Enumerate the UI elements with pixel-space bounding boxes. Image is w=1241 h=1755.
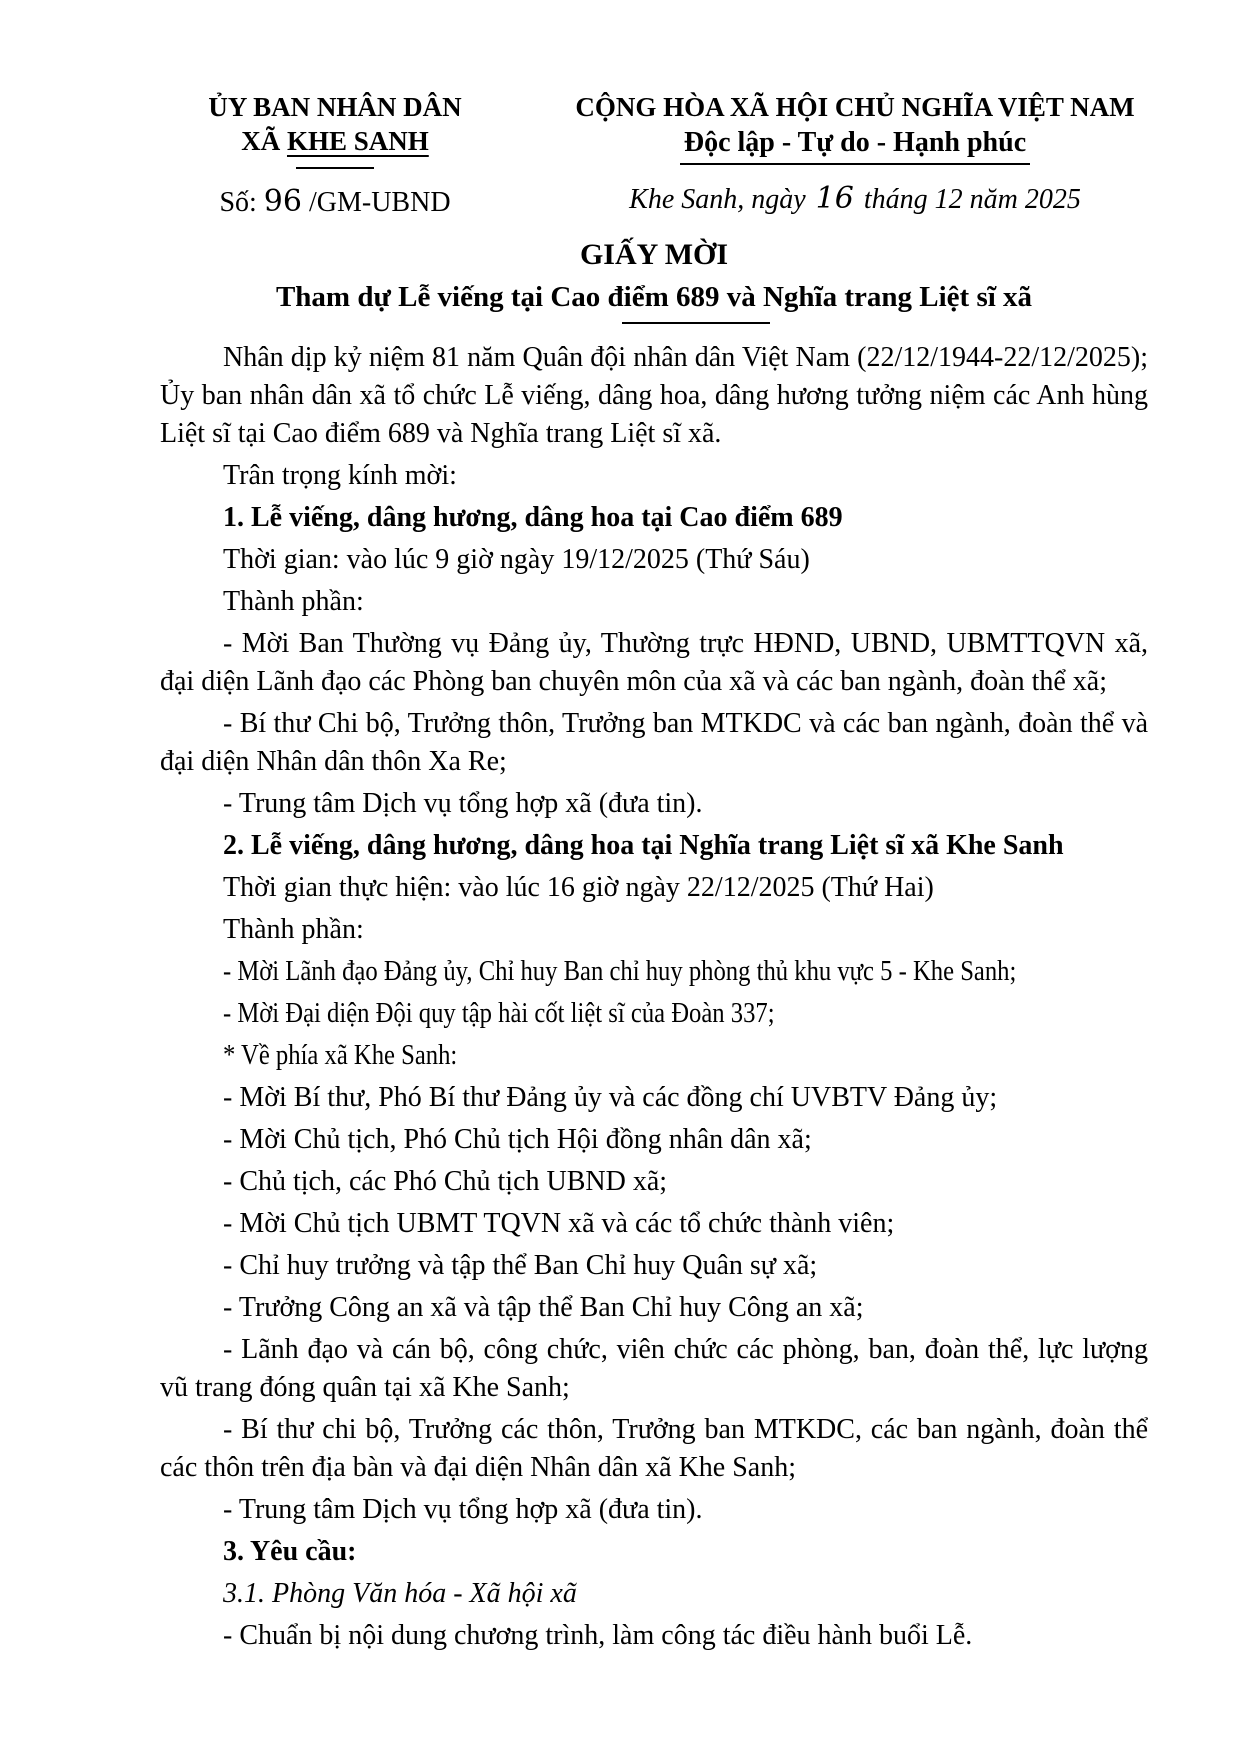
paragraph: - Bí thư chi bộ, Trưởng các thôn, Trưởng ban MTKDC, các ban ngành, đoàn thể các thôn trên địa bàn và đại diện Nhân dân xã Khe Sanh; [160,1414,1148,1483]
title-separator-rule [622,322,770,324]
paragraph: 1. Lễ viếng, dâng hương, dâng hoa tại Cao điểm 689 [223,502,843,533]
paragraph: Thành phần: [223,586,364,617]
paragraph: 3.1. Phòng Văn hóa - Xã hội xã [223,1578,577,1609]
paragraph: Thời gian thực hiện: vào lúc 16 giờ ngày 22/12/2025 (Thứ Hai) [223,872,934,903]
issuing-authority-parent: ỦY BAN NHÂN DÂN [208,92,462,122]
document-subtitle: Tham dự Lễ viếng tại Cao điểm 689 và Nghĩa trang Liệt sĩ xã [275,281,1033,313]
date-prefix: Khe Sanh, ngày [629,184,813,215]
paragraph: - Bí thư Chi bộ, Trưởng thôn, Trưởng ban MTKDC và các ban ngành, đoàn thể và đại diện Nhân dân thôn Xa Re; [160,708,1148,777]
commune-prefix: XÃ [241,126,287,156]
document-number-line [160,184,510,221]
issuing-authority-name [160,124,510,158]
date-day-value: 16 [815,181,854,216]
paragraph: - Mời Chủ tịch UBMT TQVN xã và các tổ chức thành viên; [223,1208,895,1239]
paragraph: - Mời Chủ tịch, Phó Chủ tịch Hội đồng nhân dân xã; [223,1124,812,1155]
date-suffix: tháng 12 năm 2025 [856,184,1081,215]
paragraph: - Chỉ huy trưởng và tập thể Ban Chỉ huy Quân sự xã; [223,1250,818,1281]
paragraph [160,995,1148,1033]
national-header-block [510,90,1200,221]
paragraph: Trân trọng kính mời: [223,460,457,491]
paragraph-text: - Mời Lãnh đạo Đảng ủy, Chỉ huy Ban chỉ huy phòng thủ khu vực 5 - Khe Sanh; [223,956,1017,987]
document-number-symbol: /GM-UBND [308,187,451,218]
header-separator-rule [296,167,374,169]
title-block [160,235,1148,324]
paragraph: - Chuẩn bị nội dung chương trình, làm công tác điều hành buổi Lễ. [223,1620,973,1651]
paragraph: - Trưởng Công an xã và tập thể Ban Chỉ huy Công an xã; [223,1292,864,1323]
document-header [160,90,1148,221]
paragraph: - Mời Bí thư, Phó Bí thư Đảng ủy và các đồng chí UVBTV Đảng ủy; [223,1082,998,1113]
document-title: GIẤY MỜI [579,238,729,271]
paragraph: Thời gian: vào lúc 9 giờ ngày 19/12/2025 (Thứ Sáu) [223,544,810,575]
paragraph: - Chủ tịch, các Phó Chủ tịch UBND xã; [223,1166,668,1197]
paragraph [160,1037,1148,1075]
document-number-value: 96 [263,184,302,219]
paragraph: 2. Lễ viếng, dâng hương, dâng hoa tại Nghĩa trang Liệt sĩ xã Khe Sanh [223,830,1064,861]
issuing-authority-block [160,90,510,221]
paragraph: - Trung tâm Dịch vụ tổng hợp xã (đưa tin). [223,788,703,819]
document-number-label: Số: [219,187,257,218]
national-title: CỘNG HÒA XÃ HỘI CHỦ NGHĨA VIỆT NAM [575,92,1135,122]
paragraph-text: * Về phía xã Khe Sanh: [223,1040,458,1071]
paragraph: 3. Yêu cầu: [223,1536,357,1567]
paragraph: - Lãnh đạo và cán bộ, công chức, viên chức các phòng, ban, đoàn thể, lực lượng vũ trang đóng quân tại xã Khe Sanh; [160,1334,1148,1403]
paragraph-text: - Mời Đại diện Đội quy tập hài cốt liệt sĩ của Đoàn 337; [223,998,775,1029]
document-body [160,339,1148,1655]
paragraph: Nhân dịp kỷ niệm 81 năm Quân đội nhân dân Việt Nam (22/12/1944-22/12/2025); Ủy ban nhân dân xã tổ chức Lễ viếng, dâng hoa, dâng hương tưởng niệm các Anh hùng Liệt sĩ tại Cao điểm 689 và Nghĩa trang Liệt sĩ xã. [160,342,1148,449]
paragraph: - Mời Ban Thường vụ Đảng ủy, Thường trực HĐND, UBND, UBMTTQVN xã, đại diện Lãnh đạo các Phòng ban chuyên môn của xã và các ban ngành, đoàn thể xã; [160,628,1148,697]
national-motto: Độc lập - Tự do - Hạnh phúc [680,126,1030,165]
paragraph: - Trung tâm Dịch vụ tổng hợp xã (đưa tin). [223,1494,703,1525]
place-date-line [510,181,1200,218]
paragraph: Thành phần: [223,914,364,945]
paragraph [160,953,1148,991]
commune-name: KHE SANH [286,126,429,156]
